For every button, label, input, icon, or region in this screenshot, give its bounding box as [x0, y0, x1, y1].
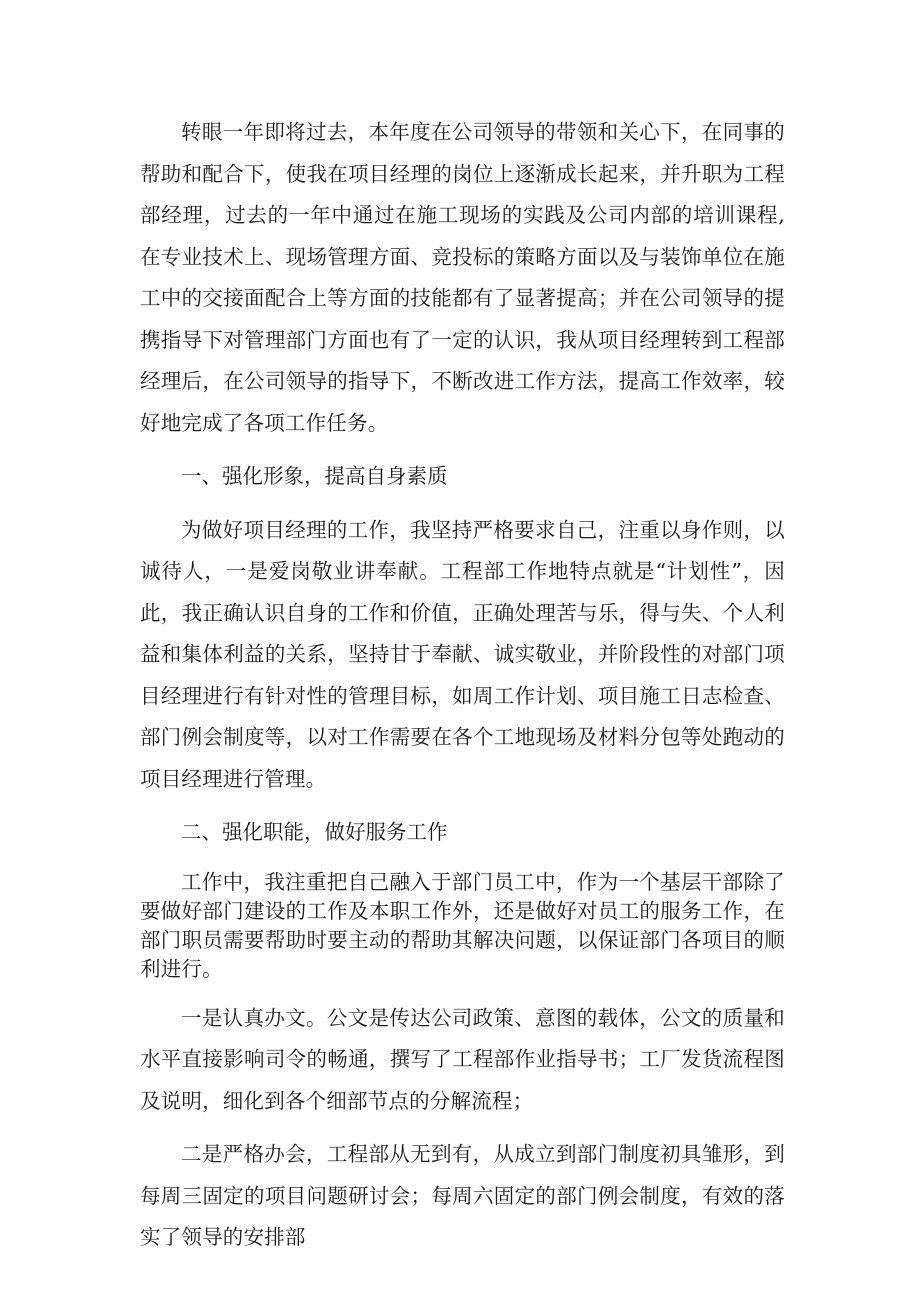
spacer [140, 1122, 785, 1134]
spacer [140, 444, 785, 456]
spacer [140, 498, 785, 510]
section-heading-2: 二、强化职能，做好服务工作 [181, 820, 448, 844]
section-1-paragraph: 为做好项目经理的工作，我坚持严格要求自己，注重以身作则，以诚待人，一是爱岗敬业讲奉献。工程部工作地特点就是“计划性”，因此，我正确认识自身的工作和价值，正确处理苦与乐，得与失、个人利益和集体利益的关系，坚持甘于奉献、诚实敬业，并阶段性的对部门项目经理进行有针对性的管理目标，如周工作计划、项目施工日志检查、部门例会制度等，以对工作需要在各个工地现场及材料分包等处跑动的项目经理进行管理。 [140, 517, 785, 791]
intro-paragraph: 转眼一年即将过去，本年度在公司领导的带领和关心下，在同事的帮助和配合下，使我在项目经理的岗位上逐渐成长起来，并升职为工程部经理，过去的一年中通过在施工现场的实践及公司内部的培训课程,在专业技术上、现场管理方面、竞投标的策略方面以及与装饰单位在施工中的交接面配合上等方面的技能都有了显著提高；并在公司领导的提携指导下对管理部门方面也有了一定的认识，我从项目经理转到工程部经理后，在公司领导的指导下，不断改进工作方法，提高工作效率，较好地完成了各项工作任务。 [140, 120, 785, 435]
section-heading-1: 一、强化形象，提高自身素质 [181, 464, 448, 488]
item-2-paragraph: 二是严格办会，工程部从无到有，从成立到部门制度初具雏形，到每周三固定的项目问题研讨会；每周六固定的部门例会制度，有效的落实了领导的安排部 [140, 1142, 785, 1249]
spacer [140, 800, 785, 812]
item-1-paragraph: 一是认真办文。公文是传达公司政策、意图的载体，公文的质量和水平直接影响司令的畅通，撰写了工程部作业指导书；工厂发货流程图及说明，细化到各个细部节点的分解流程； [140, 1005, 785, 1113]
spacer [140, 854, 785, 862]
section-2-paragraph: 工作中，我注重把自己融入于部门员工中，作为一个基层干部除了要做好部门建设的工作及本职工作外，还是做好对员工的服务工作，在部门职员需要帮助时要主动的帮助其解决问题，以保证部门各项目的顺利进行。 [140, 869, 785, 981]
spacer [140, 990, 785, 998]
document-body [140, 112, 785, 1259]
